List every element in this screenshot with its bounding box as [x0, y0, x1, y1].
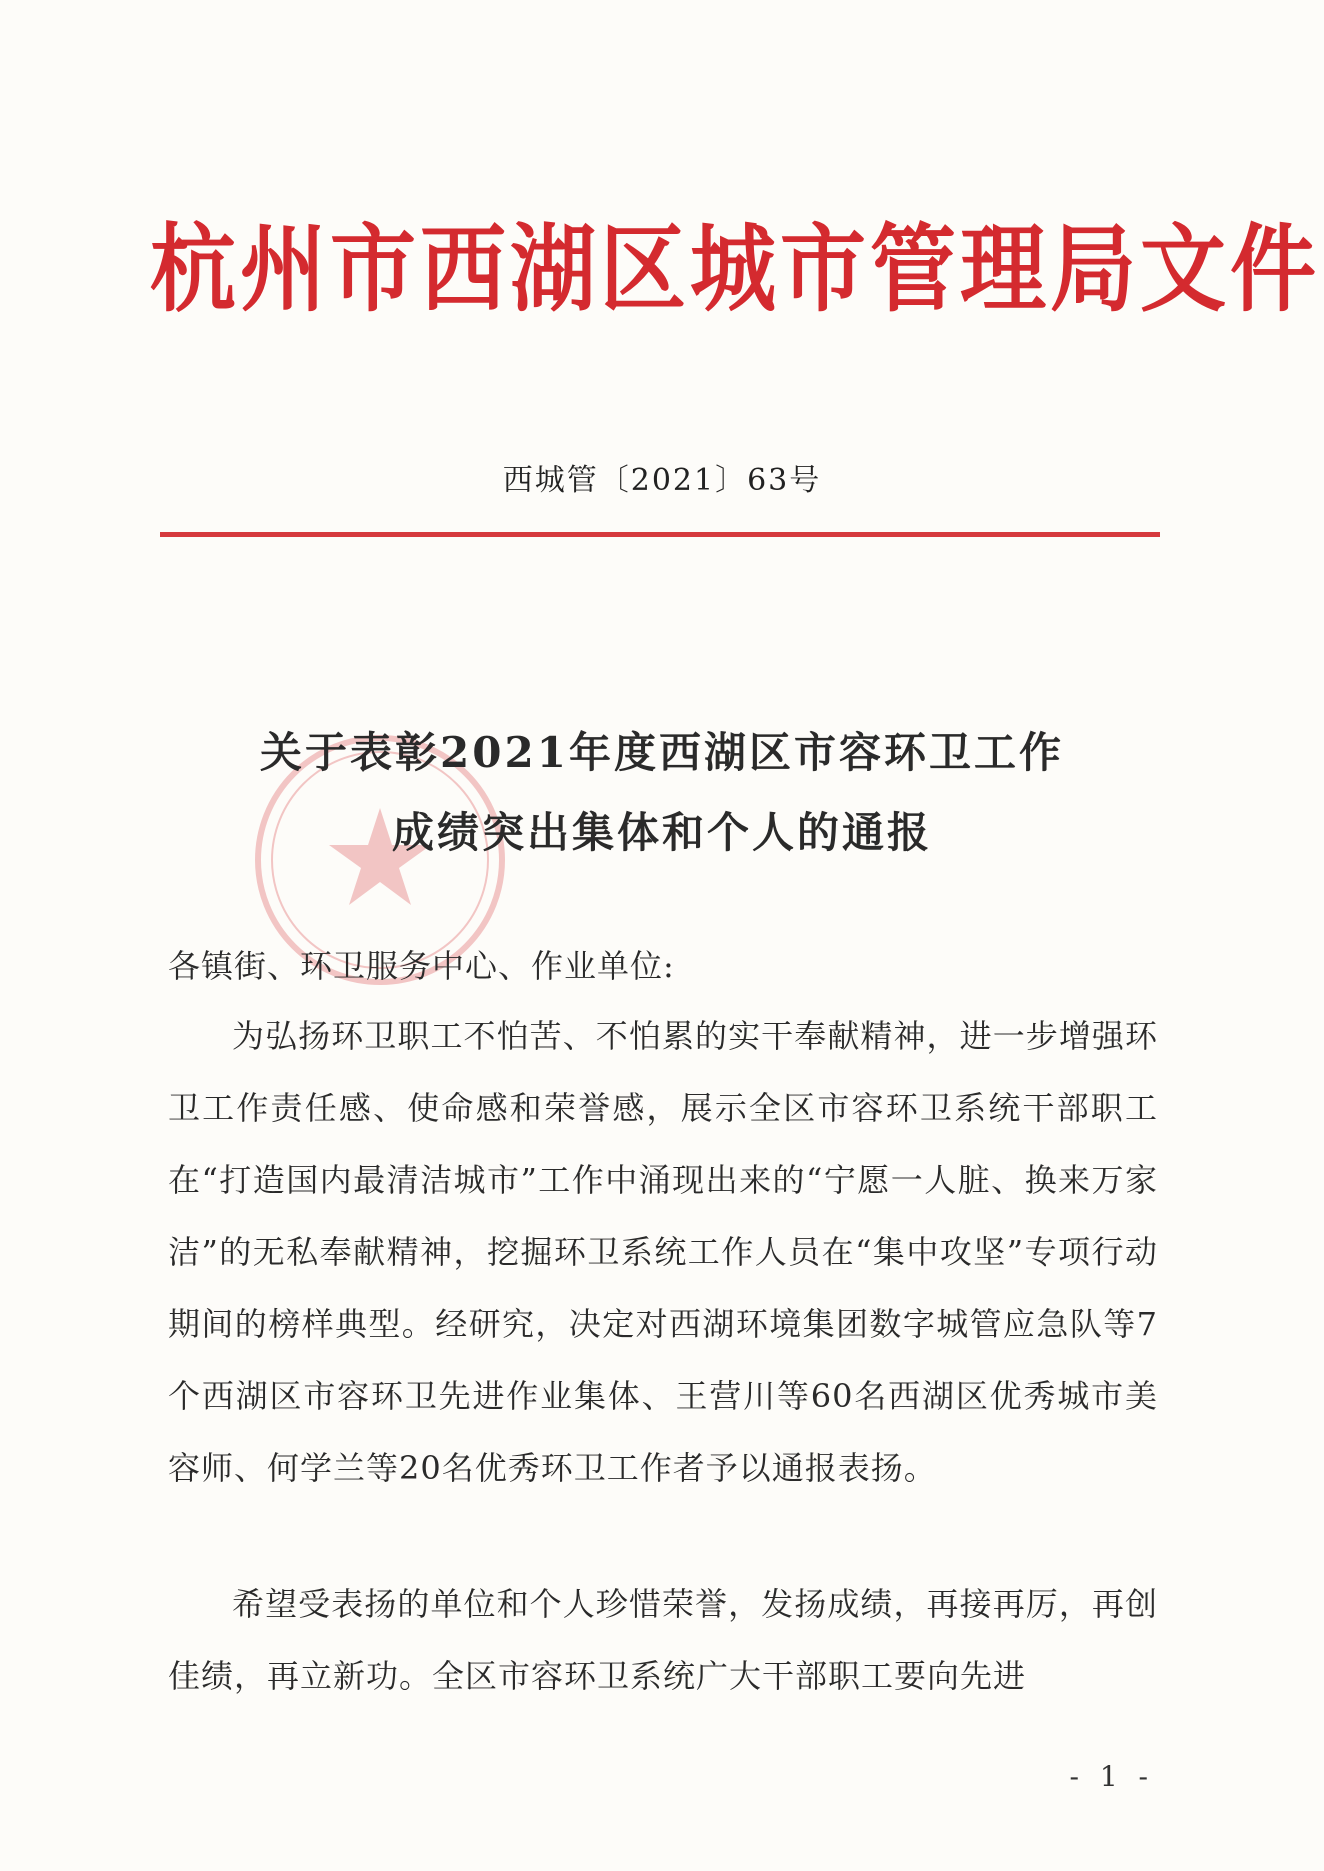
- document-masthead: 杭州市西湖区城市管理局文件: [150, 215, 1320, 325]
- body-paragraph-2: 希望受表扬的单位和个人珍惜荣誉，发扬成绩，再接再厉，再创佳绩，再立新功。全区市容环卫系统广大干部职工要向先进: [168, 1585, 1158, 1695]
- document-number: 西城管〔2021〕63号: [502, 463, 822, 498]
- document-title-line-2: 成绩突出集体和个人的通报: [391, 808, 932, 857]
- body-paragraph-1: 为弘扬环卫职工不怕苦、不怕累的实干奉献精神，进一步增强环卫工作责任感、使命感和荣誉感，展示全区市容环卫系统干部职工在“打造国内最清洁城市”工作中涌现出来的“宁愿一人脏、换来万家洁”的无私奉献精神，挖掘环卫系统工作人员在“集中攻坚”专项行动期间的榜样典型。经研究，决定对西湖环境集团数字城管应急队等7个西湖区市容环卫先进作业集体、王营川等60名西湖区优秀城市美容师、何学兰等20名优秀环卫工作者予以通报表扬。: [168, 1017, 1158, 1487]
- page-number: - 1 -: [1069, 1760, 1154, 1793]
- document-title-line-1: 关于表彰2021年度西湖区市容环卫工作: [260, 728, 1064, 777]
- red-divider-line: [160, 532, 1160, 537]
- salutation: 各镇街、环卫服务中心、作业单位:: [168, 947, 675, 985]
